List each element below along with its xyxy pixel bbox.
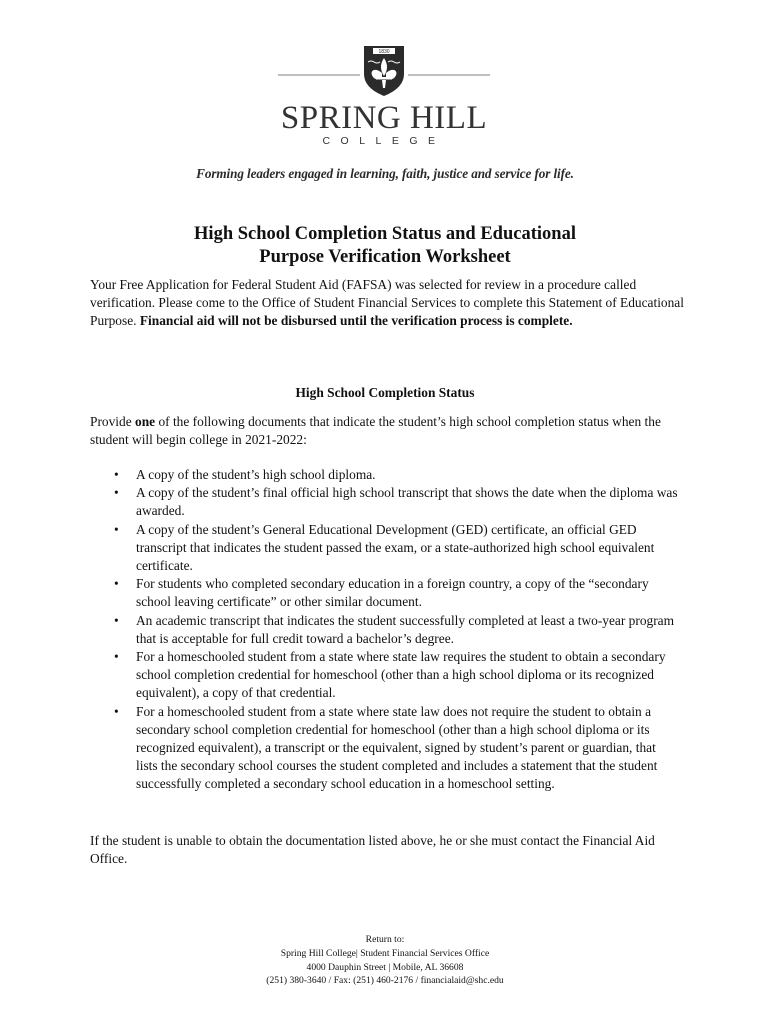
closing-paragraph: If the student is unable to obtain the documentation listed above, he or she must contact the Financial Aid Office. [90,833,655,867]
list-item-text: A copy of the student’s General Educational Development (GED) certificate, an official GED transcript that indicates the student passed the exam, or a state-authorized high school equivalent certificate. [136,521,655,574]
list-item [90,484,680,520]
bullet-icon: • [114,576,119,592]
svg-text:SPRING HILL: SPRING HILL [280,100,488,136]
list-item-text: An academic transcript that indicates the student successfully completed at least a two-year program that is acceptable for full credit toward a bachelor’s degree. [136,612,675,646]
list-item [90,466,680,484]
provide-after: of the following documents that indicate the student’s high school completion status when the student will begin college in 2021-2022: [90,414,661,448]
bullet-icon: • [114,612,119,628]
list-item-text: For a homeschooled student from a state where state law does not require the student to obtain a secondary school completion credential for homeschool (other than a high school diploma or its recognized equivalent), a transcript or the equivalent, signed by student’s parent or guardian, that lists the secondary school courses the student completed and includes a statement that the student successfully completed a secondary school education in a homeschool setting. [136,703,658,792]
bullet-icon: • [114,485,119,501]
list-item [90,521,680,576]
document-list [90,466,680,794]
footer-contact-line: (251) 380-3640 / Fax: (251) 460-2176 / financialaid@shc.edu [266,975,504,987]
college-tagline: Forming leaders engaged in learning, faith, justice and service for life. [196,166,574,181]
list-item [90,575,680,611]
provide-before: Provide [90,414,136,429]
bullet-icon: • [114,521,119,537]
list-item [90,648,680,703]
svg-text:1830: 1830 [378,49,390,56]
footer-address-line: 4000 Dauphin Street | Mobile, AL 36608 [306,961,464,973]
list-item-text: A copy of the student’s high school diploma. [136,467,376,482]
list-item [90,703,680,794]
spring-hill-college-logo [264,40,504,160]
bullet-icon: • [114,703,119,719]
svg-text:COLLEGE: COLLEGE [322,135,446,147]
return-address-footer [0,933,770,988]
worksheet-title-line2: Purpose Verification Worksheet [259,247,511,267]
bullet-icon: • [114,649,119,665]
provide-paragraph [90,413,690,449]
worksheet-title [0,223,770,269]
list-item [90,612,680,648]
bullet-icon: • [114,467,119,482]
intro-text: Your Free Application for Federal Student Aid (FAFSA) was selected for review in a procedure called verification. Please come to the Office of Student Financial Services to complete this Statement of Educational Purpose. [90,277,684,329]
return-label: Return to: [365,934,405,945]
footer-office-line: Spring Hill College| Student Financial Services Office [280,947,490,959]
intro-paragraph [90,276,690,331]
list-item-text: A copy of the student’s final official high school transcript that shows the date when the diploma was awarded. [136,485,678,519]
list-item-text: For students who completed secondary education in a foreign country, a copy of the “secondary school leaving certificate” or other similar document. [136,576,649,610]
worksheet-title-line1: High School Completion Status and Educational [194,224,576,244]
section-heading: High School Completion Status [295,385,475,400]
list-item-text: For a homeschooled student from a state where state law requires the student to obtain a secondary school completion credential for homeschool (other than a high school diploma or its recognized equivalent), a copy of that credential. [136,649,666,701]
intro-bold-notice: Financial aid will not be disbursed until the verification process is complete. [139,313,573,329]
provide-bold: one [135,414,156,429]
